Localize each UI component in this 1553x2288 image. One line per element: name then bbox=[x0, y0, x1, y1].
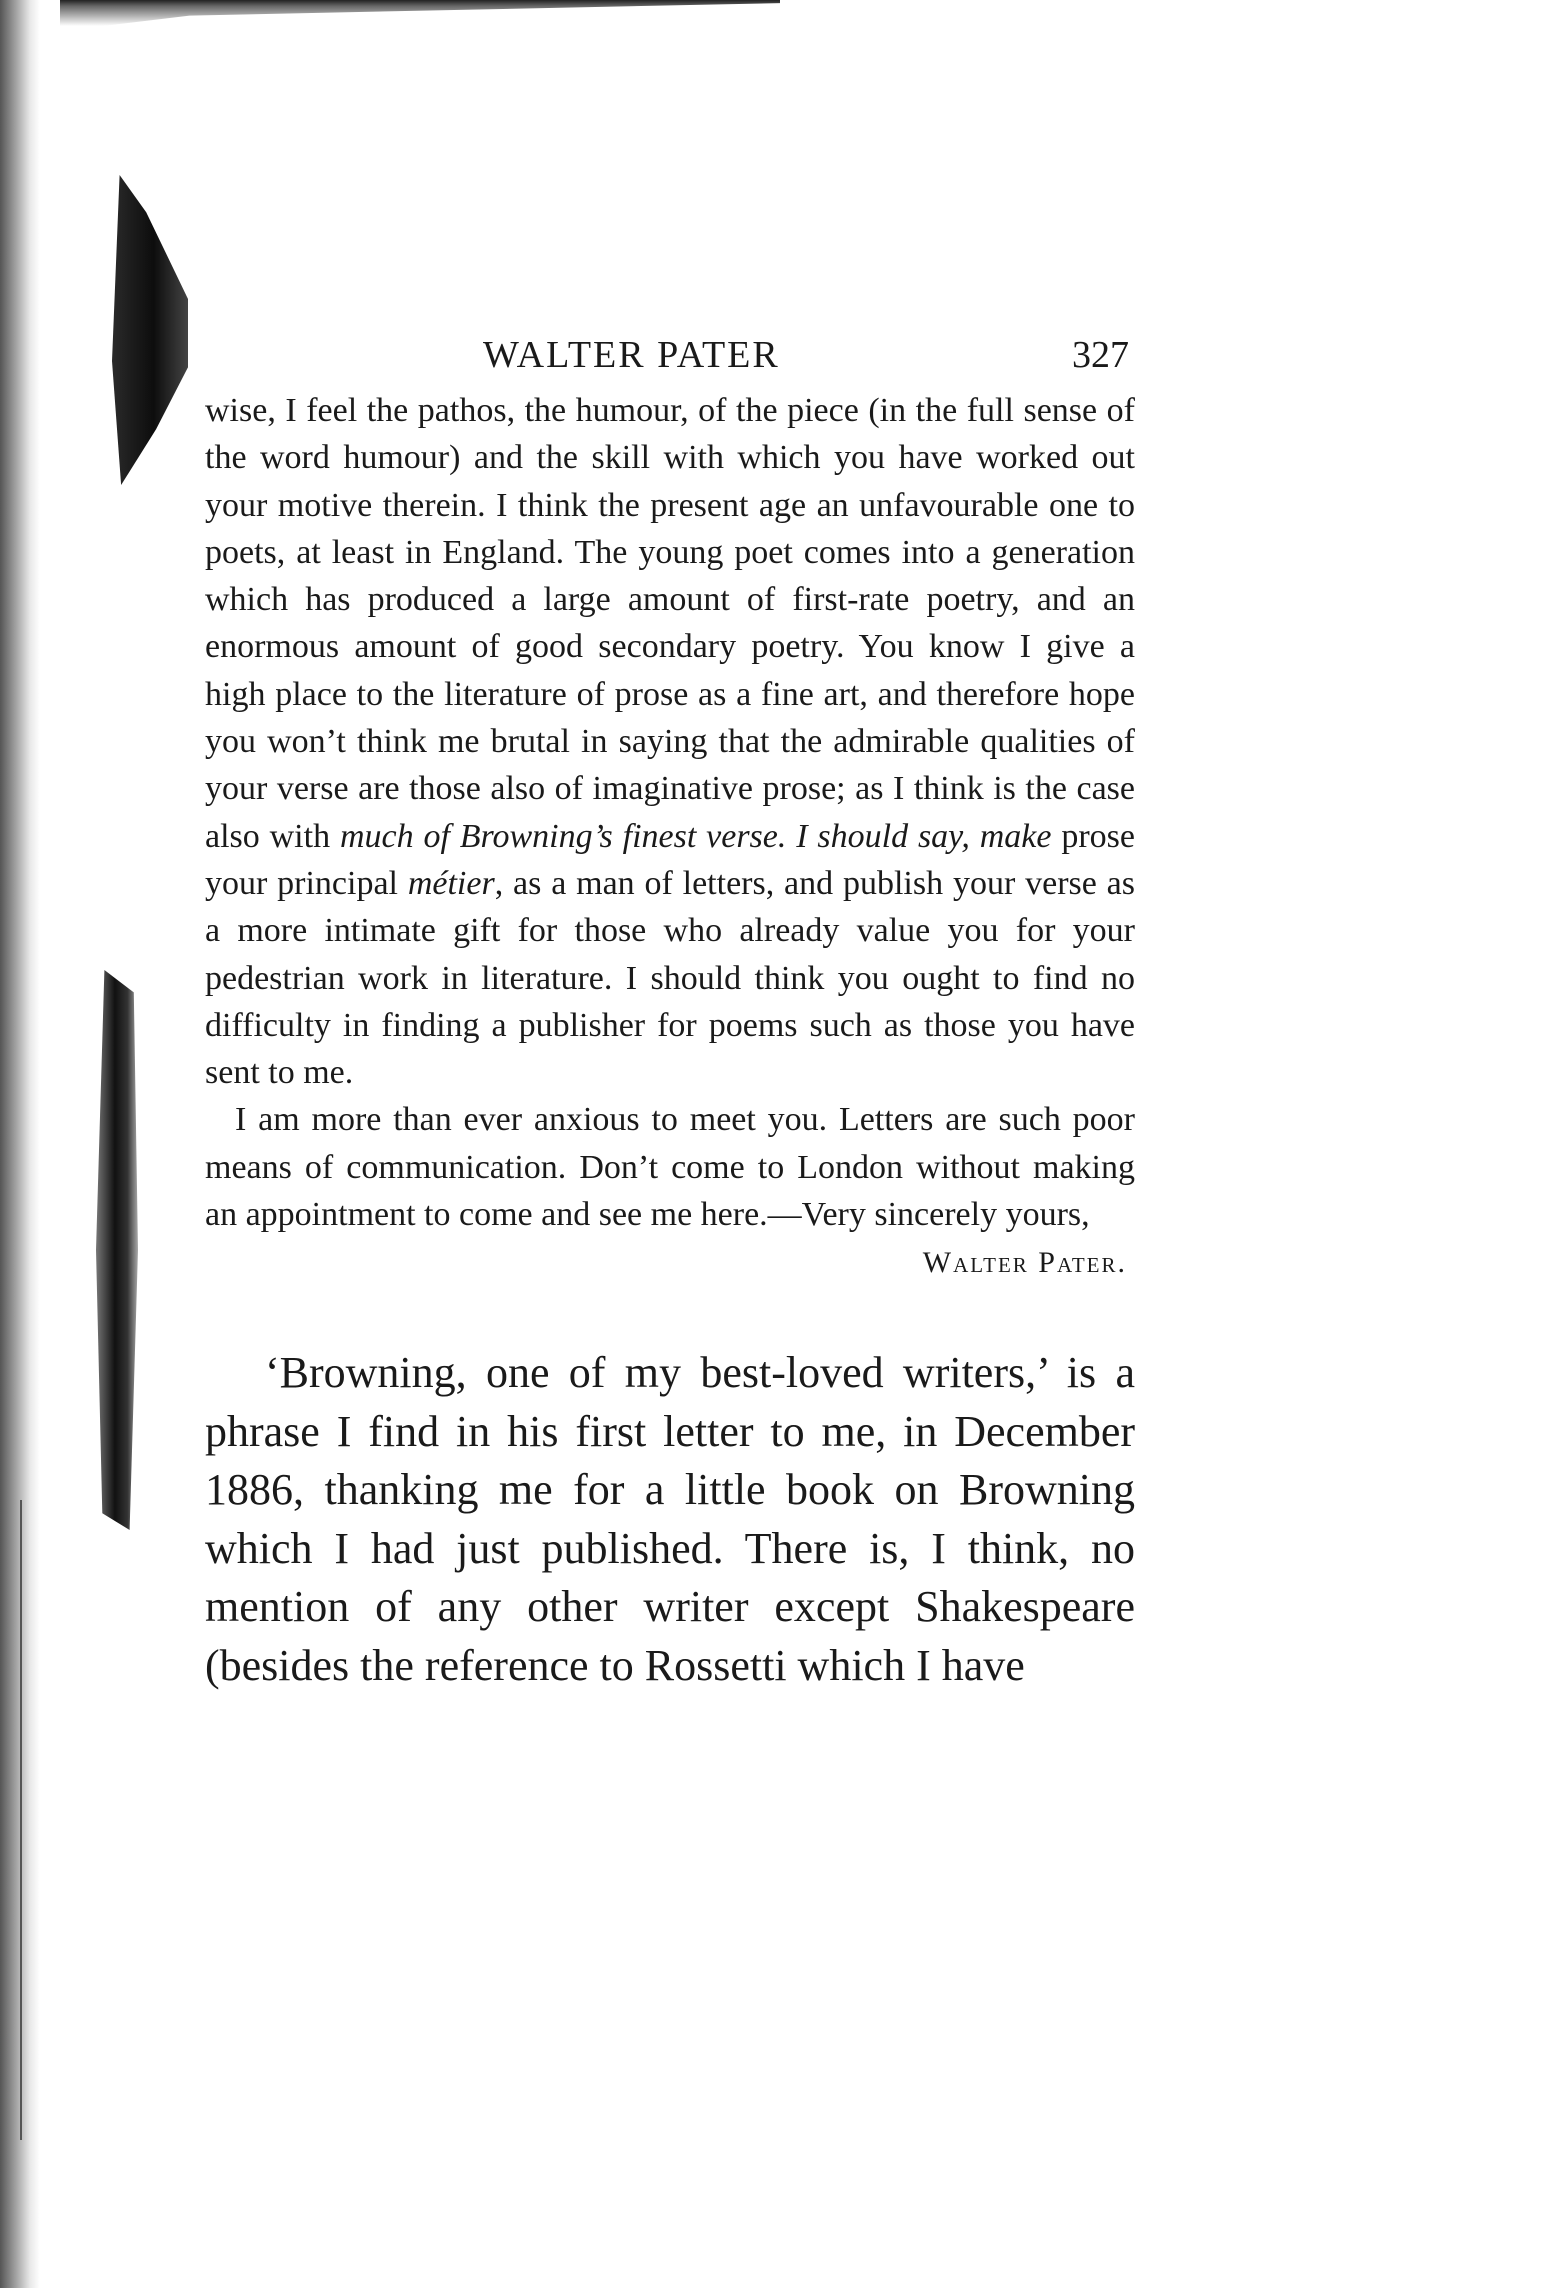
scan-top-edge bbox=[60, 0, 780, 26]
scan-edge-line bbox=[20, 1500, 22, 2140]
main-paragraph: ‘Browning, one of my best-loved writers,’ is a phrase I find in his first letter to me, in December 1886, thanking me for a little book on Browning which I had just published. There is, I think, no mention of any other writer except Shakespeare (besides the reference to Rossetti which I have bbox=[205, 1348, 1135, 1690]
scan-spine-shadow-upper bbox=[112, 175, 188, 485]
letter-paragraph-1 bbox=[205, 387, 1135, 1096]
page-number: 327 bbox=[1072, 334, 1129, 376]
letter-paragraph-1-cont-b: , as a man of letters, and publish your verse as a more intimate gift for those who already value you for your pedestrian work in literature. I should think you ought to find no difficulty in finding a publisher for poems such as those you have sent to me. bbox=[205, 864, 1135, 1092]
book-page bbox=[205, 325, 1135, 1695]
running-title: WALTER PATER bbox=[483, 334, 780, 376]
letter-signature: Walter Pater. bbox=[922, 1246, 1127, 1280]
letter-paragraph-1-cont-a: prose your principal bbox=[205, 817, 1136, 902]
running-header bbox=[205, 325, 1135, 387]
letter-quotation bbox=[205, 387, 1135, 1286]
letter-paragraph-2: I am more than ever anxious to meet you. Letters are such poor means of communication. Don’t come to London without making an appointment to come and see me here.—Very sincerely yours, bbox=[205, 1101, 1135, 1234]
metier-word: métier bbox=[407, 864, 495, 902]
letter-paragraph-1-text: wise, I feel the pathos, the humour, of the piece (in the full sense of the word humour) and the skill with which you have worked out your motive therein. I think the present age an unfavourable one to poets, at least in England. The young poet comes into a generation which has produced a large amount of first-rate poetry, and an enormous amount of good secondary poetry. You know I give a high place to the literature of prose as a fine art, and therefore hope you won’t think me brutal in saying that the admirable qualities of your verse are those also of imaginative prose; as I think is the case also with bbox=[205, 392, 1135, 855]
scan-spine-shadow-lower bbox=[96, 970, 138, 1530]
main-text bbox=[205, 1344, 1135, 1695]
letter-paragraph-1-italic: much of Browning’s finest verse. I should say, make bbox=[339, 817, 1052, 855]
